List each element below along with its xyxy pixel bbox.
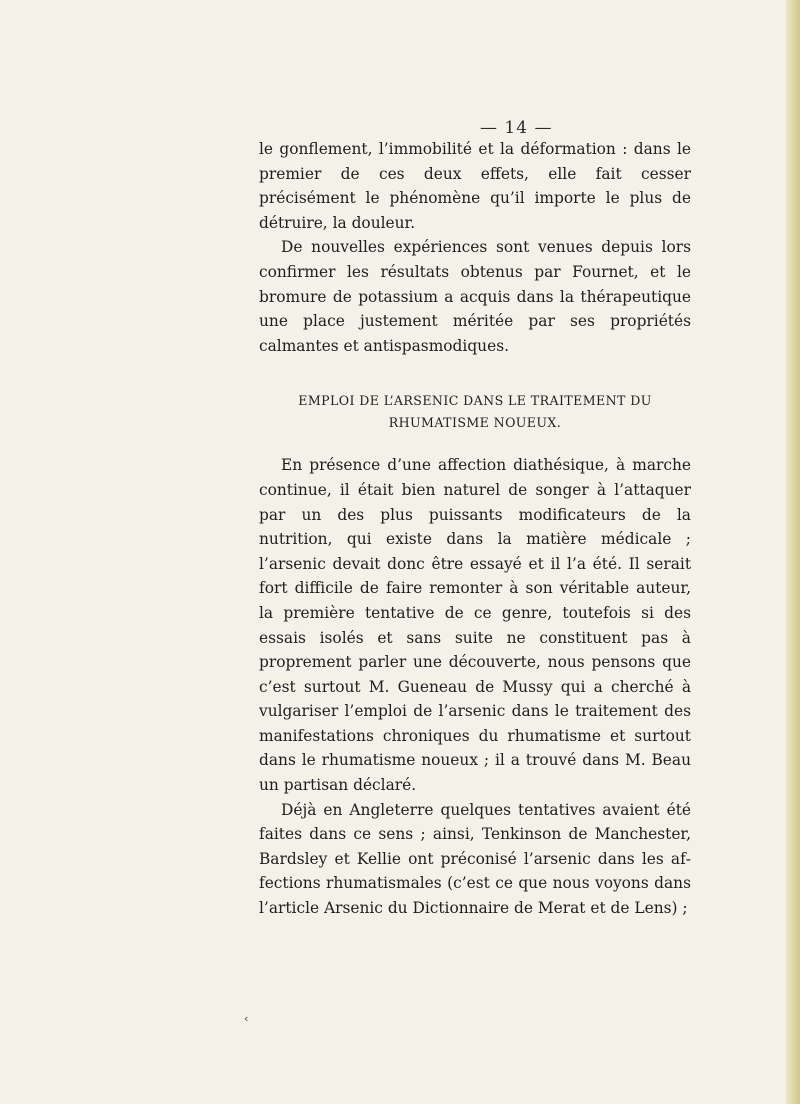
section-heading-line-2: RHUMATISME NOUEUX.	[388, 415, 562, 431]
paragraph-2: De nouvelles expériences sont venues depuis lors confirmer les résultats obtenus par Fournet, et le bromure de potassium a acquis dans la thérapeutique une place justement méritée par ses propriétés calmantes et antispasmodiques.	[259, 238, 691, 355]
section-heading	[259, 390, 691, 434]
text-body	[259, 137, 691, 921]
marginal-mark: ‹	[244, 1012, 249, 1025]
paragraph-3: En présence d’une affection diathésique, à marche continue, il était bien naturel de songer à l’attaquer par un des plus puissants modificateurs de la nutrition, qui existe dans la matière médicale ; l’arsenic devait donc être essayé et il l’a été. Il serait fort difficile de faire remonter à son véritable auteur, la première tentative de ce genre, toutefois si des essais isolés et sans suite ne constituent pas à proprement parler une découverte, nous pensons que c’est surtout M. Gueneau de Mussy qui a cherché à vulgariser l’emploi de l’arsenic dans le traitement des manifestations chroniques du rhumatisme et surtout dans le rhumatisme noueux ; il a trouvé dans M. Beau un partisan déclaré.	[259, 456, 691, 795]
section-heading-line-1: EMPLOI DE L’ARSENIC DANS LE TRAITEMENT DU	[298, 393, 652, 409]
page-number: — 14 —	[480, 118, 553, 138]
paragraph-4: Déjà en Angleterre quelques tentatives avaient été faites dans ce sens ; ainsi, Tenkinson de Manchester, Bardsley et Kellie ont préconisé l’arsenic dans les affections rhumatismales (c’est ce que nous voyons dans l’article Arsenic du Dictionnaire de Merat et de Lens) ;	[259, 800, 691, 918]
page-edge	[786, 0, 800, 1104]
paragraph-1: le gonflement, l’immobilité et la déformation : dans le premier de ces deux effets, elle fait cesser précisément le phénomène qu’il importe le plus de détruire, la douleur.	[259, 140, 691, 232]
